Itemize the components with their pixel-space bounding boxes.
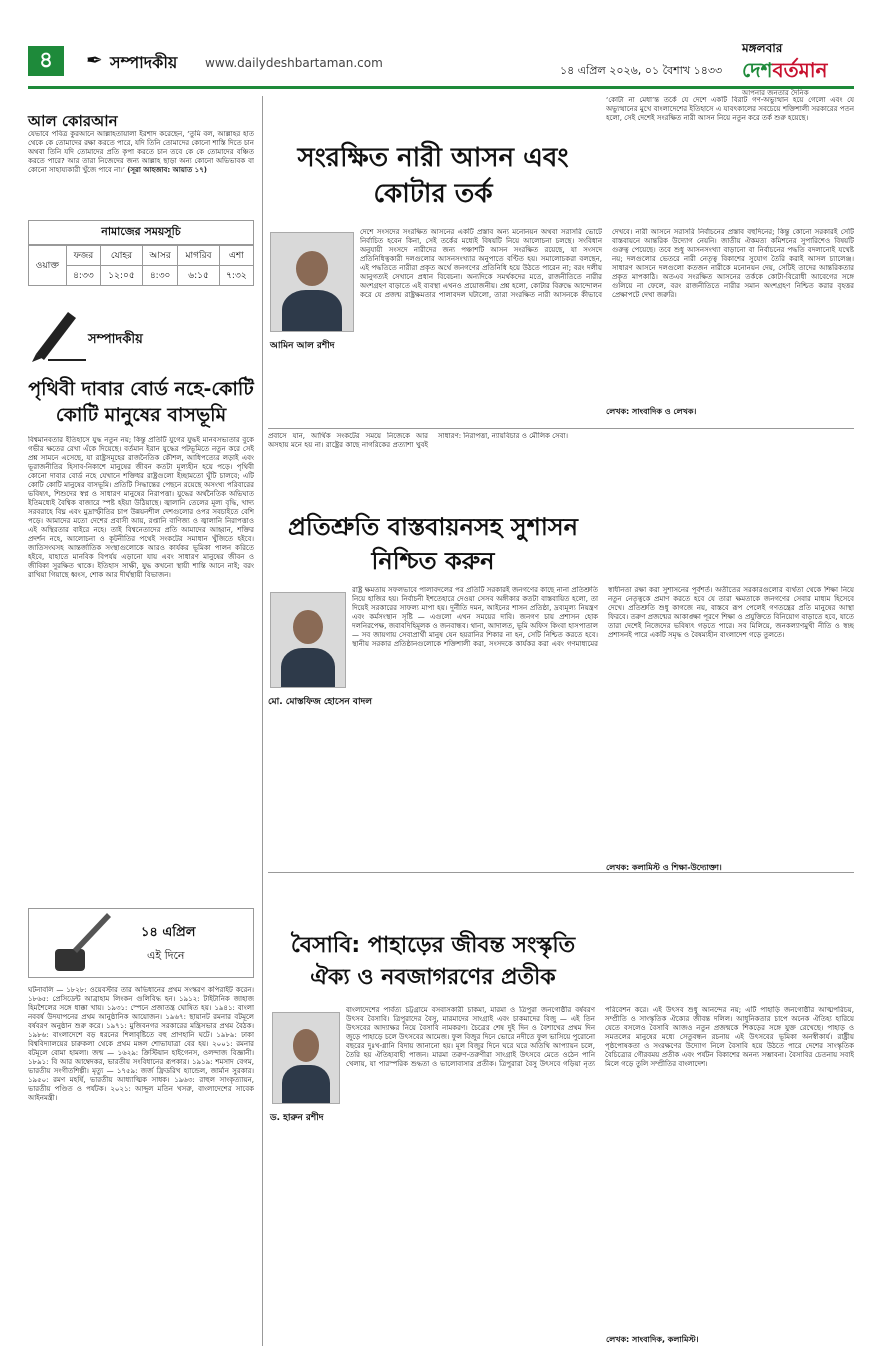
article1-byline: লেখক: সাংবাদিক ও লেখক। [606,407,697,416]
prayer-header: ফজর [66,246,100,266]
article1-top-text [268,96,598,132]
logo-part1: দেশ [742,58,773,82]
article1-lead-top [606,96,854,132]
author-photo [270,592,346,688]
quill-icon: ✒ [86,48,103,72]
prayer-times-title: নামাজের সময়সূচি [28,220,254,245]
quran-text-block [28,130,254,200]
section-title: সম্পাদকীয় [110,53,178,72]
column-divider [262,96,263,1346]
prayer-header: যোহর [100,246,142,266]
article2-lead: প্রবাসে যান, আর্থিক সংকটের সময়ে নিজেকে আর অসহায় মনে হয় না। রাষ্ট্রের কাছে নাগরিকের প্রত্যাশা খুবই সাধারণ: নিরাপত্তা, ন্যায়বিচার ও মৌলিক সেবা। [268,432,569,449]
prayer-time: ৪:৩৩ [66,266,100,286]
article1-lead: ‘কোটা না মেধা’ন্ত তর্কে যে দেশে একটি বিরাট গণ-অভ্যুত্থান হয়ে গেলো এবং যে অভ্যুত্থানের মুখে বাংলাদেশের ইতিহাসে এ যাবৎকালের সবচেয়ে শক্তিশালী সরকারের পতন হলো, সেই দেশেই সংরক্ষিত নারী আসন নিয়ে নতুন করে তর্ক শুরু হয়েছে। [606,96,854,122]
day-name: মঙ্গলবার [742,41,783,55]
newspaper-logo[interactable] [742,56,852,97]
editorial-text: বিশ্বমানবতার ইতিহাসে যুদ্ধ নতুন নয়; কিন্তু প্রতিটি যুগের যুদ্ধই মানবসভ্যতার বুকে গভীর ক্ষতের রেখা এঁকে দিয়েছে। বর্তমান ইরান যুদ্ধের পটভূমিতে নতুন করে সেই প্রশ্ন সামনে এসেছে, যা রাষ্ট্রসমূহের রাজনৈতিক কৌশল, আধিপত্যের লড়াই এবং ভূরাজনীতির হিসাব-নিকাশে মানুষের জীবন কতটা মূল্যহীন হয়ে পড়ে। পৃথিবী কোনো দাবার বোর্ড নহে যেখানে শক্তিধর রাষ্ট্রগুলো ইচ্ছামতো ঘুঁটি চালবে; এটি কোটি কোটি মানুষের বাসভূমি। প্রতিটি সিদ্ধান্তের পেছনে রয়েছে অসংখ্য পরিবারের ভবিষ্যৎ, শিশুদের স্বপ্ন ও সাধারণ মানুষের নিরাপত্তা। যুদ্ধের অর্থনৈতিক অভিঘাত ইতিমধ্যেই বৈশ্বিক বাজারে স্পষ্ট হইয়া উঠিয়াছে। জ্বালানি তেলের মূল্য বৃদ্ধি, খাদ্য সরবরাহে বিঘ্ন এবং মুদ্রাস্ফীতির চাপ উন্নয়নশীল দেশগুলোর ওপর সবচাইতে বেশি পড়ে। আমাদের মতো দেশের প্রবাসী আয়, রপ্তানি বাণিজ্য ও জ্বালানি নিরাপত্তাও এই অস্থিরতার বাইরে নহে। তাই বিশ্বনেতাদের প্রতি আমাদের আহ্বান, শক্তির প্রদর্শন নহে, আলোচনা ও কূটনীতির পথেই সংকটের সমাধান খুঁজিতে হইবে। জাতিসংঘসহ আন্তর্জাতিক সংস্থাগুলোকে আরও কার্যকর ভূমিকা পালন করিতে হইবে, যাহাতে মানবিক বিপর্যয় এড়ানো যায় এবং সাধারণ মানুষের জীবন ও জীবিকা সুরক্ষিত থাকে। ইতিহাস সাক্ষী, যুদ্ধ কখনো স্থায়ী শান্তি আনে নাই; বরং রাখিয়া গিয়াছে ধ্বংস, শোক আর দীর্ঘস্থায়ী বিভাজন। [28,436,254,579]
article2-author: মো. মোস্তফিজ হোসেন বাদল [268,697,372,707]
article2-text: রাষ্ট্র ক্ষমতায় সফলভাবে পালাবদলের পর প্রতিটি সরকারই জনগণের কাছে নানা প্রতিশ্রুতি নিয়ে হাজির হয়। নির্বাচনী ইশতেহারে দেওয়া সেসব অঙ্গীকার কতটা বাস্তবায়িত হলো, তা দিয়েই সরকারের সাফল্য মাপা হয়। দুর্নীতি দমন, আইনের শাসন প্রতিষ্ঠা, দ্রব্যমূল্য নিয়ন্ত্রণ এবং কর্মসংস্থান সৃষ্টি — এগুলো এখন সময়ের দাবি। জনগণ চায় প্রশাসন হোক দলনিরপেক্ষ, জবাবদিহিমূলক ও জনবান্ধব। থানা, আদালত, ভূমি অফিস কিংবা হাসপাতাল — সব জায়গায় সেবাপ্রার্থী মানুষ যেন হয়রানির শিকার না হন, সেটি নিশ্চিত করতে হবে। স্থানীয় সরকার প্রতিষ্ঠানগুলোকে শক্তিশালী করা, সংসদকে কার্যকর করা এবং গণমাধ্যমের স্বাধীনতা রক্ষা করা সুশাসনের পূর্বশর্ত। অতীতের সরকারগুলোর ব্যর্থতা থেকে শিক্ষা নিয়ে নতুন নেতৃত্বকে প্রমাণ করতে হবে যে তারা ক্ষমতাকে জনগণের সেবার মাধ্যম হিসেবে দেখে। প্রতিশ্রুতি শুধু কাগজে নয়, বাস্তবে রূপ পেলেই গণতন্ত্রের প্রতি মানুষের আস্থা ফিরবে। তরুণ প্রজন্মের আকাঙ্ক্ষা পূরণে শিক্ষা ও প্রযুক্তিতে বিনিয়োগ বাড়াতে হবে, যাতে তারা দেশেই নিজেদের ভবিষ্যৎ গড়তে পারে। সব মিলিয়ে, জনকল্যাণমুখী নীতি ও স্বচ্ছ প্রশাসনই পারে একটি সমৃদ্ধ ও বৈষম্যহীন বাংলাদেশ গড়ে তুলতে। [352,586,854,648]
author-photo [272,1012,340,1104]
prayer-header: মাগরিব [178,246,219,266]
editorial-box-title: সম্পাদকীয় [88,332,143,347]
logo-tagline: আপনার জনতার দৈনিক [742,89,809,97]
prayer-time: ৬:১৫ [178,266,219,286]
prayer-time: ৪:৩০ [142,266,177,286]
logo-part2: বর্তমান [772,58,828,82]
article3-byline: লেখক: সাংবাদিক, কলামিস্ট। [606,1335,699,1344]
article3-author: ড. হারুন রশীদ [270,1113,324,1123]
prayer-time: ৭:৩২ [219,266,253,286]
pen-nib-icon [28,304,88,362]
website-link[interactable]: www.dailydeshbartaman.com [205,56,383,70]
this-day-box [28,908,254,978]
article3-text: বাংলাদেশের পার্বত্য চট্টগ্রামে বসবাসকারী চাকমা, মারমা ও ত্রিপুরা জনগোষ্ঠীর বর্ষবরণ উৎসব বৈসাবি। ত্রিপুরাদের বৈসু, মারমাদের সাংগ্রাই এবং চাকমাদের বিজু — এই তিন উৎসবের আদ্যাক্ষর নিয়ে বৈসাবি নামকরণ। চৈত্রের শেষ দুই দিন ও বৈশাখের প্রথম দিন জুড়ে পাহাড়ে চলে উৎসবের আমেজ। ফুল বিজুর দিনে ভোরে নদীতে ফুল ভাসিয়ে পুরোনো বছরের দুঃখ-গ্লানি বিদায় জানানো হয়। মূল বিজুর দিনে ঘরে ঘরে অতিথি আপ্যায়ন চলে, তৈরি হয় ঐতিহ্যবাহী পাজন। মারমা তরুণ-তরুণীরা সাংগ্রাই উৎসবে মেতে ওঠেন পানি খেলায়, যা পারস্পরিক শুদ্ধতা ও ভালোবাসার প্রতীক। ত্রিপুরারা বৈসু উৎসবে গড়িয়া নৃত্য পরিবেশন করে। এই উৎসব শুধু আনন্দের নয়; এটি পাহাড়ি জনগোষ্ঠীর আত্মপরিচয়, সম্প্রীতি ও সাংস্কৃতিক ঐক্যের জীবন্ত দলিল। আধুনিকতার চাপে অনেক ঐতিহ্য হারিয়ে যেতে বসলেও বৈসাবি আজও নতুন প্রজন্মকে শিকড়ের সঙ্গে যুক্ত রেখেছে। পাহাড় ও সমতলের মানুষের মধ্যে সেতুবন্ধন রচনায় এই উৎসবের ভূমিকা অনস্বীকার্য। রাষ্ট্রীয় পৃষ্ঠপোষকতা ও সংরক্ষণের উদ্যোগ নিলে বৈসাবি হয়ে উঠতে পারে দেশের সাংস্কৃতিক বৈচিত্র্যের গৌরবময় প্রতীক এবং পর্যটন বিকাশের অনন্য সম্ভাবনা। বৈসাবির চেতনায় সবাই মিলে গড়ে তুলি সম্প্রীতির বাংলাদেশ। [346,1006,854,1068]
page-number: ৪ [28,46,64,76]
article1-headline[interactable]: সংরক্ষিত নারী আসন এবং কোটার তর্ক [297,143,569,209]
article1-author: আমিন আল রশীদ [270,341,335,351]
dateline: ১৪ এপ্রিল ২০২৬, ০১ বৈশাখ ১৪৩৩ [560,64,723,77]
inkpot-quill-icon [37,909,127,977]
article3-headline[interactable]: বৈসাবি: পাহাড়ের জীবন্ত সংস্কৃতি ঐক্য ও নবজাগরণের প্রতীক [290,933,576,990]
prayer-time: ১২:০৫ [100,266,142,286]
quran-heading: আল কোরআন [28,112,118,130]
article1-text: দেশে সংসদের সংরক্ষিত আসনের একটি প্রস্তাব অন্য মনোনয়ন অথবা সরাসরি ভোটে নির্বাচিত হবেন কিনা, সেই তর্কের মধ্যেই বিষয়টি নিয়ে আলোচনা চলছে। সংবিধান অনুযায়ী সংসদে নারীদের জন্য পঞ্চাশটি আসন সংরক্ষিত রয়েছে, যা সংসদে প্রতিনিধিত্বকারী দলগুলোর আসনসংখ্যার অনুপাতে বণ্টিত হয়। সমালোচকরা বলছেন, এই পদ্ধতিতে নারীরা প্রকৃত অর্থে জনগণের প্রতিনিধি হয়ে উঠতে পারেন না; বরং দলীয় আনুগত্যই সেখানে প্রধান বিবেচনা। অন্যদিকে সমর্থকদের মতে, রাজনীতিতে নারীর অংশগ্রহণ বাড়াতে এই ব্যবস্থা এখনও প্রয়োজনীয়। প্রশ্ন হলো, কোটার বিরুদ্ধে আন্দোলন করে যে প্রজন্ম রাষ্ট্রক্ষমতার পালাবদল ঘটালো, তারা সংরক্ষিত নারী আসনকে কীভাবে দেখবে। নারী আসনে সরাসরি নির্বাচনের প্রস্তাব বহুদিনের; কিন্তু কোনো সরকারই সেটি বাস্তবায়নে আন্তরিক উদ্যোগ নেয়নি। জাতীয় ঐকমত্য কমিশনের সুপারিশেও বিষয়টি গুরুত্ব পেয়েছে। তবে শুধু আসনসংখ্যা বাড়ানো বা নির্বাচনের পদ্ধতি বদলানোই যথেষ্ট নয়; দলগুলোর ভেতরে নারী নেতৃত্ব বিকাশের সুযোগ তৈরি করাই আসল চ্যালেঞ্জ। সাধারণ আসনে দলগুলো কতজন নারীকে মনোনয়ন দেয়, সেটিই তাদের আন্তরিকতার প্রকৃত মাপকাঠি। অতএব সংরক্ষিত আসনের তর্ককে কোটা-বিরোধী আবেগের সঙ্গে গুলিয়ে না ফেলে, বরং রাজনীতিতে নারীর সমান অংশগ্রহণ নিশ্চিত করার বৃহত্তর প্রেক্ষাপটে দেখা জরুরি। [360,228,854,299]
quran-text: যেভাবে পবিত্র কুরআনে আল্লাহতায়ালা ইরশাদ করেছেন, ‘তুমি বল, আল্লাহর হাত থেকে কে তোমাদের রক্ষা করতে পারে, যদি তিনি তোমাদের কোনো শাস্তি দিতে চান অথবা তিনি যদি তোমাদের প্রতি কৃপা করতে চান তবে কে কে তোমাদের বঞ্চিত করতে পারে? আর তারা নিজেদের জন্য আল্লাহ ছাড়া অন্য কোনো অভিভাবক বা কোনো সাহায্যকারী খুঁজে পাবে না।’ [28,130,254,174]
article-divider [268,428,854,429]
article2-headline[interactable]: প্রতিশ্রুতি বাস্তবায়নসহ সুশাসন নিশ্চিত করুন [288,513,578,575]
masthead [0,0,870,97]
this-day-subtitle: এই দিনে [147,949,185,962]
prayer-header: আসর [142,246,177,266]
this-day-date: ১৪ এপ্রিল [141,925,196,940]
this-day-text: ঘটনাবলি — ১৮২৮: ওয়েবস্টার তার অভিধানের প্রথম সংস্করণ কপিরাইট করেন। ১৮৬৫: প্রেসিডেন্ট আব্রাহাম লিংকন গুলিবিদ্ধ হন। ১৯১২: টাইটানিক জাহাজ হিমশৈলের সঙ্গে ধাক্কা খায়। ১৯৩১: স্পেনে প্রজাতন্ত্র ঘোষিত হয়। ১৯৪১: বাংলা নববর্ষ উদযাপনের প্রথম আনুষ্ঠানিক আয়োজন। ১৯৬৭: ছায়ানট রমনার বটমূলে বর্ষবরণ অনুষ্ঠান শুরু করে। ১৯৭১: মুজিবনগর সরকারের মন্ত্রিসভার প্রথম বৈঠক। ১৯৮৬: বাংলাদেশে বড় ধরনের শিলাবৃষ্টিতে বহু প্রাণহানি ঘটে। ১৯৮৯: ঢাকা বিশ্ববিদ্যালয়ের চারুকলা থেকে প্রথম মঙ্গল শোভাযাত্রা বের হয়। ২০০১: রমনার বটমূলে বোমা হামলা। জন্ম — ১৬২৯: ক্রিস্টিয়ান হাইগেনস, ওলন্দাজ বিজ্ঞানী। ১৮৯১: বি আর আম্বেদকর, ভারতীয় সংবিধানের রূপকার। ১৯১৯: শমসাদ বেগম, ভারতীয় সংগীতশিল্পী। মৃত্যু — ১৭৫৯: জর্জ ফ্রিডরিখ হ্যান্ডেল, জার্মান সুরকার। ১৯৫০: রমণ মহর্ষি, ভারতীয় আধ্যাত্মিক সাধক। ১৯৬৩: রাহুল সাংকৃত্যায়ন, ভারতীয় পণ্ডিত ও পর্যটক। ২০২১: আব্দুল মতিন খসরু, বাংলাদেশের সাবেক আইনমন্ত্রী। [28,986,254,1102]
prayer-header: এশা [219,246,253,266]
masthead-rule [28,86,854,89]
article2-byline: লেখক: কলামিস্ট ও শিক্ষা-উদ্যোক্তা। [606,863,722,872]
article-divider [268,872,854,873]
prayer-times [28,220,254,286]
prayer-times-table [28,245,254,286]
editorial-headline[interactable]: পৃথিবী দাবার বোর্ড নহে-কোটি কোটি মানুষের বাসভূমি [28,378,254,426]
quran-reference: (সূরা আহজাব: আয়াত ১৭) [127,166,207,174]
editorial-box [28,304,254,362]
author-photo [270,232,354,332]
prayer-row-label: ওয়াক্ত [29,246,67,286]
